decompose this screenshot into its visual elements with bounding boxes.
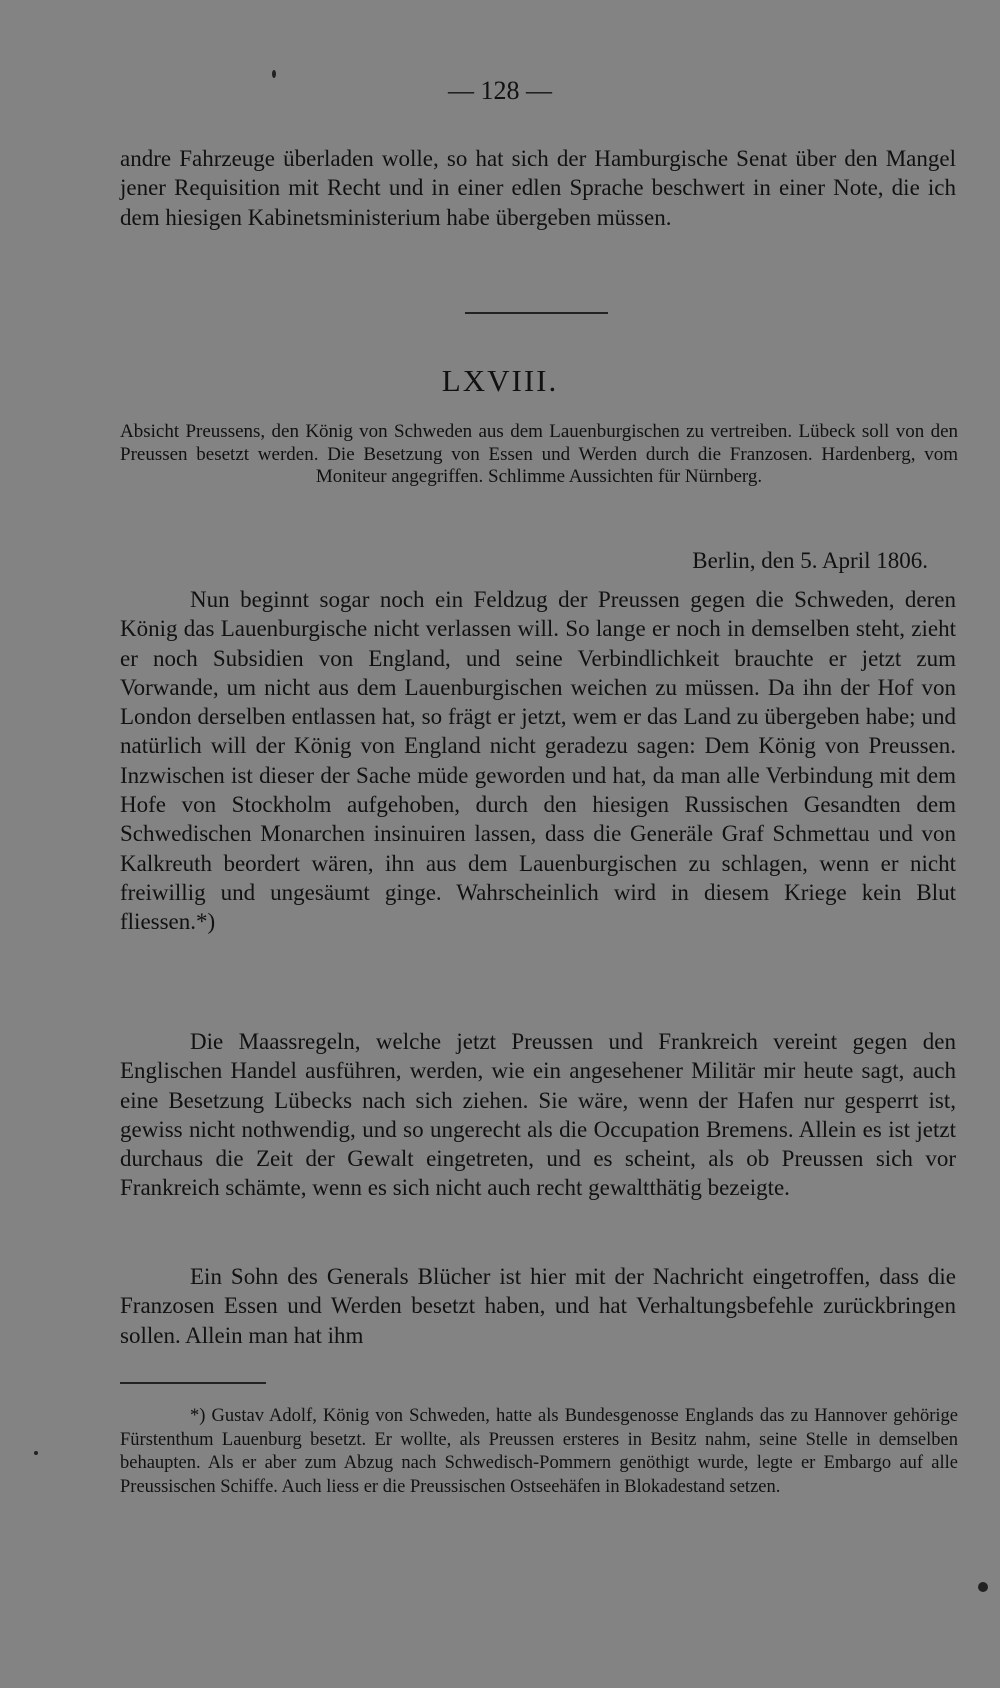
scan-speck xyxy=(34,1451,38,1455)
chapter-summary: Absicht Preussens, den König von Schweden aus dem Lauenburgischen zu vertreiben. Lübeck soll von den Preussen besetzt werden. Die Besetzung von Essen und Werden durch die Franzosen. Hardenberg, vom Moniteur angegriffen. Schlimme Aussichten für Nürnberg. xyxy=(120,421,958,487)
body-paragraph-3: Ein Sohn des Generals Blücher ist hier mit der Nachricht eingetroffen, dass die Franzosen Essen und Werden besetzt haben, und hat Verhaltungsbefehle zurückbringen sollen. Allein man hat ihm xyxy=(120,1264,956,1348)
intro-paragraph: andre Fahrzeuge überladen wolle, so hat sich der Hamburgische Senat über den Mangel jener Requisition mit Recht und in einer edlen Sprache beschwert in einer Note, die ich dem hiesigen Kabinetsministerium habe übergeben müssen. xyxy=(120,146,956,230)
section-divider xyxy=(465,312,608,314)
chapter-number: LXVIII. xyxy=(441,363,559,398)
scan-speck xyxy=(978,1582,988,1592)
letter-dateline: Berlin, den 5. April 1806. xyxy=(692,548,928,573)
scan-speck xyxy=(272,70,276,78)
body-paragraph-2: Die Maassregeln, welche jetzt Preussen und Frankreich vereint gegen den Englischen Handel ausführen, werden, wie ein angesehener Militär mir heute sagt, auch eine Besetzung Lübecks nach sich ziehen. Sie wäre, wenn der Hafen nur gesperrt ist, gewiss nicht nothwendig, und so ungerecht als die Occupation Bremens. Allein es ist jetzt durchaus die Zeit der Gewalt eingetreten, und es scheint, als ob Preussen sich vor Frankreich schämte, wenn es sich nicht auch recht gewaltthätig bezeigte. xyxy=(120,1029,956,1201)
footnote-divider xyxy=(120,1382,266,1384)
page-number: — 128 — xyxy=(448,76,552,105)
footnote: *) Gustav Adolf, König von Schweden, hatte als Bundesgenosse Englands das zu Hannover gehörige Fürstenthum Lauenburg besetzt. Er wollte, als Preussen ersteres in Besitz nahm, seine Stelle in demselben behaupten. Als er aber zum Abzug nach Schwedisch-Pommern genöthigt wurde, legte er Embargo auf alle Preussischen Schiffe. Auch liess er die Preussischen Ostseehäfen in Blokadestand setzen. xyxy=(120,1406,958,1497)
body-paragraph-1: Nun beginnt sogar noch ein Feldzug der Preussen gegen die Schweden, deren König das Lauenburgische nicht verlassen will. So lange er noch in demselben steht, zieht er noch Subsidien von England, und seine Verbindlichkeit brauchte er jetzt zum Vorwande, um nicht aus dem Lauenburgischen weichen zu müssen. Da ihn der Hof von London derselben entlassen hat, so frägt er jetzt, wem er das Land zu übergeben habe; und natürlich will der König von England nicht geradezu sagen: Dem König von Preussen. Inzwischen ist dieser der Sache müde geworden und hat, da man alle Verbindung mit dem Hofe von Stockholm aufgehoben, durch den hiesigen Russischen Gesandten dem Schwedischen Monarchen insinuiren lassen, dass die Generäle Graf Schmettau und von Kalkreuth beordert wären, ihn aus dem Lauenburgischen zu schlagen, wenn er nicht freiwillig und ungesäumt ginge. Wahrscheinlich wird in diesem Kriege kein Blut fliessen.*) xyxy=(120,587,956,935)
